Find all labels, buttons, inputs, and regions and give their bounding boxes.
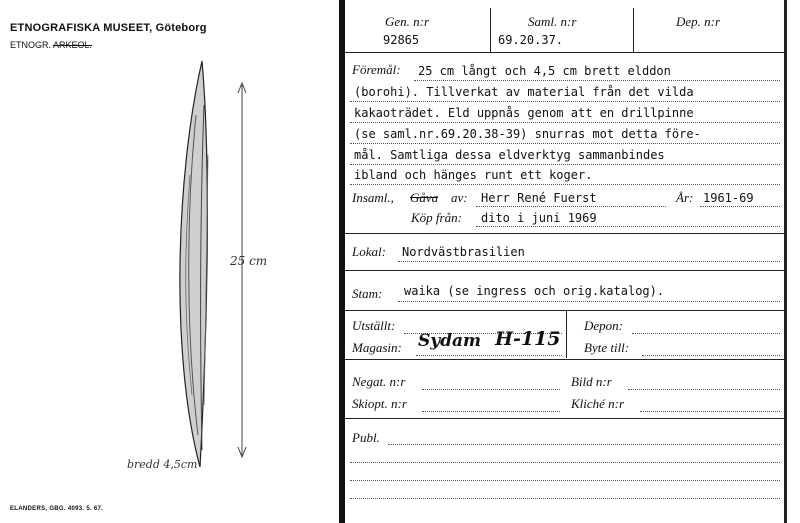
department-label: ETNOGR.: [10, 40, 52, 50]
av-label: av:: [451, 190, 468, 205]
rule: [398, 301, 780, 302]
printer-imprint: ELANDERS, GBG. 4093. 5. 67.: [10, 506, 104, 512]
insaml-label: Insaml.,: [352, 190, 394, 205]
kop-value: dito i juni 1969: [481, 211, 597, 225]
magasin-hand-2: H-115: [495, 328, 561, 350]
rule: [632, 333, 780, 334]
foremal-line-4: (se saml.nr.69.20.38-39) snurras mot detta före-: [354, 127, 701, 141]
rule: [350, 143, 780, 144]
ar-value: 1961-69: [703, 191, 754, 205]
stam-value: waika (se ingress och orig.katalog).: [404, 284, 665, 298]
foremal-label: Föremål:: [352, 62, 401, 77]
header-bottom-line: [345, 52, 785, 53]
rule: [640, 411, 780, 412]
kop-label: Köp från:: [411, 210, 462, 225]
cliche-label: Kliché n:r: [571, 396, 625, 411]
object-drawing: [130, 55, 290, 485]
rule: [476, 226, 780, 227]
length-label: 25 cm: [230, 254, 268, 268]
skiopt-label: Skiopt. n:r: [352, 396, 407, 411]
negat-label: Negat. n:r: [352, 374, 406, 389]
gen-value: 92865: [383, 33, 420, 47]
rule: [350, 184, 780, 185]
section-line: [345, 418, 785, 419]
av-value: Herr René Fuerst: [481, 191, 597, 205]
department-struck: ARKEOL.: [53, 40, 93, 50]
rule: [350, 101, 780, 102]
magasin-label: Magasin:: [352, 340, 402, 355]
lokal-label: Lokal:: [352, 244, 386, 259]
card-divider: [339, 0, 345, 523]
bild-label: Bild n:r: [571, 374, 612, 389]
rule: [642, 355, 780, 356]
storage-sep: [566, 311, 567, 358]
rule: [422, 411, 560, 412]
header-sep-1: [490, 8, 491, 52]
foremal-line-2: (borohi). Tillverkat av material från det vilda: [354, 85, 694, 99]
utstallt-label: Utställt:: [352, 318, 396, 333]
foremal-line-3: kakaoträdet. Eld uppnås genom att en drillpinne: [354, 106, 694, 120]
saml-label: Saml. n:r: [528, 14, 577, 29]
foremal-line-1: 25 cm långt och 4,5 cm brett elddon: [418, 64, 671, 78]
byte-label: Byte till:: [584, 340, 630, 355]
rule: [350, 480, 780, 481]
rule: [700, 206, 780, 207]
dep-label: Dep. n:r: [676, 14, 721, 29]
foremal-line-6: ibland och hänges runt ett koger.: [354, 168, 593, 182]
rule: [416, 355, 562, 356]
section-line: [345, 310, 785, 311]
museum-name: ETNOGRAFISKA MUSEET, Göteborg: [10, 22, 207, 34]
card-right-edge: [784, 0, 787, 523]
insaml-struck: Gåva: [410, 190, 439, 205]
department-line: [10, 40, 92, 50]
rule: [398, 261, 780, 262]
rule: [414, 80, 780, 81]
width-label: bredd 4,5cm: [127, 458, 198, 471]
publ-label: Publ.: [352, 430, 380, 445]
rule: [350, 462, 780, 463]
ar-label: År:: [676, 190, 694, 205]
section-line: [345, 359, 785, 360]
gen-label: Gen. n:r: [385, 14, 430, 29]
saml-value: 69.20.37.: [498, 33, 564, 47]
lokal-value: Nordvästbrasilien: [402, 245, 525, 259]
depon-label: Depon:: [584, 318, 623, 333]
rule: [476, 206, 666, 207]
rule: [350, 498, 780, 499]
section-line: [345, 270, 785, 271]
magasin-hand-1: Sydam: [418, 331, 482, 351]
rule: [350, 164, 780, 165]
rule: [628, 389, 780, 390]
stam-label: Stam:: [352, 286, 383, 301]
section-line: [345, 233, 785, 234]
header-sep-2: [633, 8, 634, 52]
rule: [350, 122, 780, 123]
rule: [422, 389, 560, 390]
rule: [388, 444, 780, 445]
foremal-line-5: mål. Samtliga dessa eldverktyg sammanbindes: [354, 148, 665, 162]
